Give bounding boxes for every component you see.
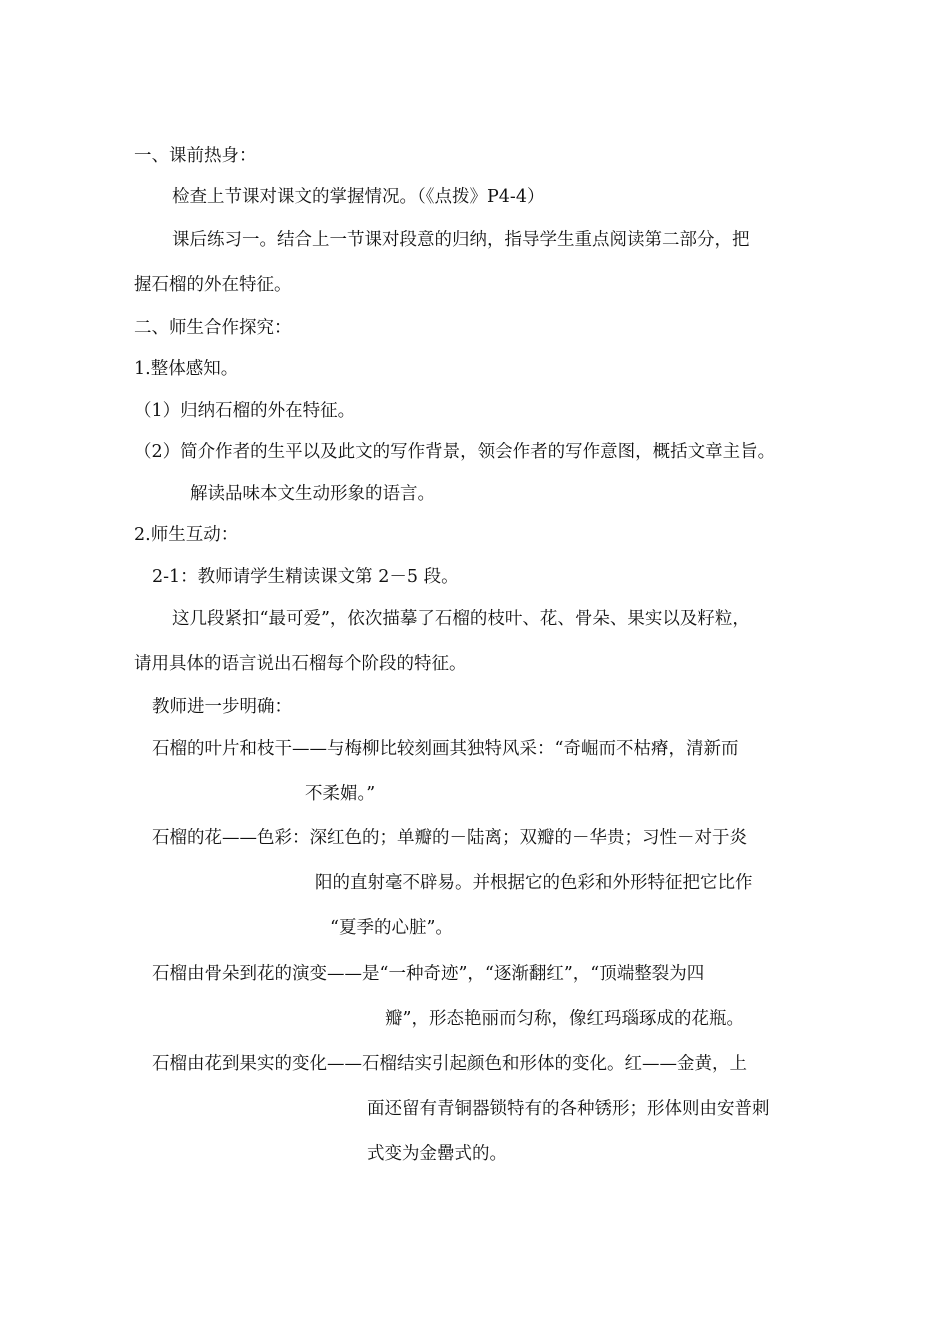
interaction-title: 2.师生互动： <box>134 525 239 545</box>
flower-line-2: 阳的直射毫不辟易。并根据它的色彩和外形特征把它比作 <box>315 873 753 893</box>
interaction-para-line-2: 请用具体的语言说出石榴每个阶段的特征。 <box>134 654 467 674</box>
fruit-line-3: 式变为金罍式的。 <box>367 1144 507 1164</box>
interaction-para-line-1: 这几段紧扣“最可爱”，依次描摹了石榴的枝叶、花、骨朵、果实以及籽粒， <box>172 609 750 629</box>
warmup-check-line: 检查上节课对课文的掌握情况。（《点拨》P4-4） <box>172 187 545 207</box>
warmup-exercise-line-1: 课后练习一。结合上一节课对段意的归纳，指导学生重点阅读第二部分，把 <box>172 230 750 250</box>
fruit-line-2: 面还留有青铜器锁特有的各种锈形；形体则由安普刺 <box>367 1099 770 1119</box>
perception-item-2: （2）简介作者的生平以及此文的写作背景，领会作者的写作意图，概括文章主旨。 <box>134 442 776 462</box>
fruit-line-1: 石榴由花到果实的变化——石榴结实引起颜色和形体的变化。红——金黄，上 <box>152 1054 747 1074</box>
section-heading-cooperation: 二、师生合作探究： <box>134 318 292 338</box>
bud-line-1: 石榴由骨朵到花的演变——是“一种奇迹”，“逐渐翻红”，“顶端整裂为四 <box>152 964 705 984</box>
leaves-line-2: 不柔媚。” <box>305 784 376 804</box>
interaction-step: 2-1：教师请学生精读课文第 2－5 段。 <box>152 567 459 587</box>
section-heading-warmup: 一、课前热身： <box>134 146 257 166</box>
teacher-clarify: 教师进一步明确： <box>152 697 292 717</box>
perception-item-3: 解读品味本文生动形象的语言。 <box>190 484 435 504</box>
leaves-line-1: 石榴的叶片和枝干——与梅柳比较刻画其独特风采：“奇崛而不枯瘠，清新而 <box>152 739 739 759</box>
flower-line-3: “夏季的心脏”。 <box>330 918 453 938</box>
warmup-exercise-line-2: 握石榴的外在特征。 <box>134 275 292 295</box>
perception-title: 1.整体感知。 <box>134 359 239 379</box>
flower-line-1: 石榴的花——色彩：深红色的；单瓣的－陆离；双瓣的－华贵；习性－对于炎 <box>152 828 747 848</box>
perception-item-1: （1）归纳石榴的外在特征。 <box>134 401 356 421</box>
bud-line-2: 瓣”，形态艳丽而匀称，像红玛瑙琢成的花瓶。 <box>385 1009 744 1029</box>
